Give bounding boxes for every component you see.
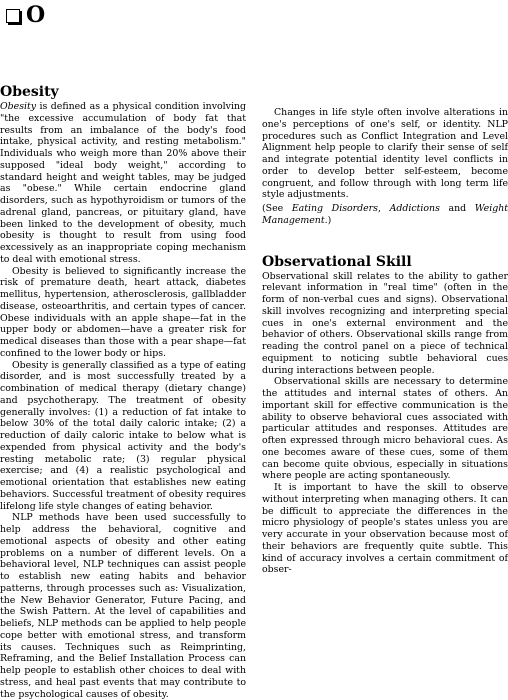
see-ref-eating-disorders: Eating Disorders — [291, 203, 378, 214]
obesity-paragraph-4: NLP methods have been used successfully to help address the behavioral, cognitive and emotional aspects of obesity and other eating problems on a number of different levels. On a behavioral level, NLP techniques can assist people to establish new eating habits and behavior patterns, through processes such as: Visualization, the New Behavior Generator, Future Pacing, and the Swish Pattern. At the level of capabilities and beliefs, NLP methods can be applied to help people cope better with emotional stress, and transform its causes. Techniques such as Reimprinting, Reframing, and the Belief Installation Process can help people to establish other choices to deal with stress, and heal past events that may contribute to the psychological causes of obesity. — [0, 512, 246, 700]
obesity-paragraph-1: Obesity is defined as a physical condition involving "the excessive accumulation of body fat that results from an imbalance of the body's food intake, physical activity, and resting metabolism." Individuals who weigh more than 20% above their supposed "ideal body weight," according to standard height and weight tables, may be judged as "obese." While certain endocrine gland disorders, such as hypothyroidism or tumors of the adrenal gland, pancreas, or pituitary gland, have been linked to the development of obesity, much obesity is thought to result from using food excessively as an inappropriate coping mechanism to deal with emotional stress. — [0, 101, 246, 265]
obesity-paragraph-2: Obesity is believed to significantly increase the risk of premature death, heart attack, diabetes mellitus, hypertension, atherosclerosis, gallbladder disease, osteoarthritis, and certain types of cancer. Obese individuals with an apple shape—fat in the upper body or abdomen—have a greater risk for medical diseases than those with a pear shape—fat confined to the lower body or hips. — [0, 265, 246, 359]
left-column — [0, 83, 246, 700]
see-ref-addictions: Addictions — [389, 203, 440, 214]
page-header — [6, 2, 45, 28]
section-letter: O — [26, 2, 46, 28]
obesity-term: Obesity — [0, 101, 37, 112]
observational-paragraph-1: Observational skill relates to the ability to gather relevant information in "real time" (often in the form of non-verbal cues and signs). Observational skill involves recognizing and interpreting special cues in one's external environment and the behavior of others. Observational skills range from reading the control panel on a piece of technical equipment to noticing subtle behavioral cues during interactions between people. — [262, 270, 508, 376]
observational-skill-heading: Observational Skill — [262, 253, 412, 270]
see-also: (See Eating Disorders, Addictions and Weight Management.) — [262, 203, 508, 226]
see-ref-weight-management: Weight Management — [262, 203, 508, 226]
obesity-paragraph-5: Changes in life style often involve alterations in one's perceptions of one's self, or identity. NLP procedures such as Conflict Integration and Level Alignment help people to clarify their sense of self and integrate potential identity level conflicts in order to develop better self-esteem, become congruent, and follow through with long term life style adjustments. — [262, 107, 508, 201]
section-box-icon — [6, 9, 20, 23]
right-column — [262, 107, 508, 576]
observational-paragraph-3: It is important to have the skill to observe without interpreting when managing others. It can be difficult to appreciate the differences in the micro physiology of people's states unless you are very accurate in your observation because most of their behaviors are frequently quite subtle. This kind of accuracy involves a certain commitment of obser- — [262, 482, 508, 576]
obesity-paragraph-3: Obesity is generally classified as a type of eating disorder, and is most successfully treated by a combination of medical therapy (dietary change) and psychotherapy. The treatment of obesity generally involves: (1) a reduction of fat intake to below 30% of the total daily caloric intake; (2) a reduction of daily caloric intake to below what is expended from physical activity and the body's resting metabolic rate; (3) regular physical exercise; and (4) a realistic psychological and emotional orientation that establishes new eating behaviors. Successful treatment of obesity requires lifelong life style changes of eating behavior. — [0, 359, 246, 512]
obesity-heading: Obesity — [0, 84, 59, 100]
observational-paragraph-2: Observational skills are necessary to determine the attitudes and internal states of others. An important skill for effective communication is the ability to observe behavioral cues associated with particular attitudes and responses. Attitudes are often expressed through micro behavioral cues. As one becomes aware of these cues, some of them can become quite obvious, especially in situations where people are acting spontaneously. — [262, 376, 508, 482]
